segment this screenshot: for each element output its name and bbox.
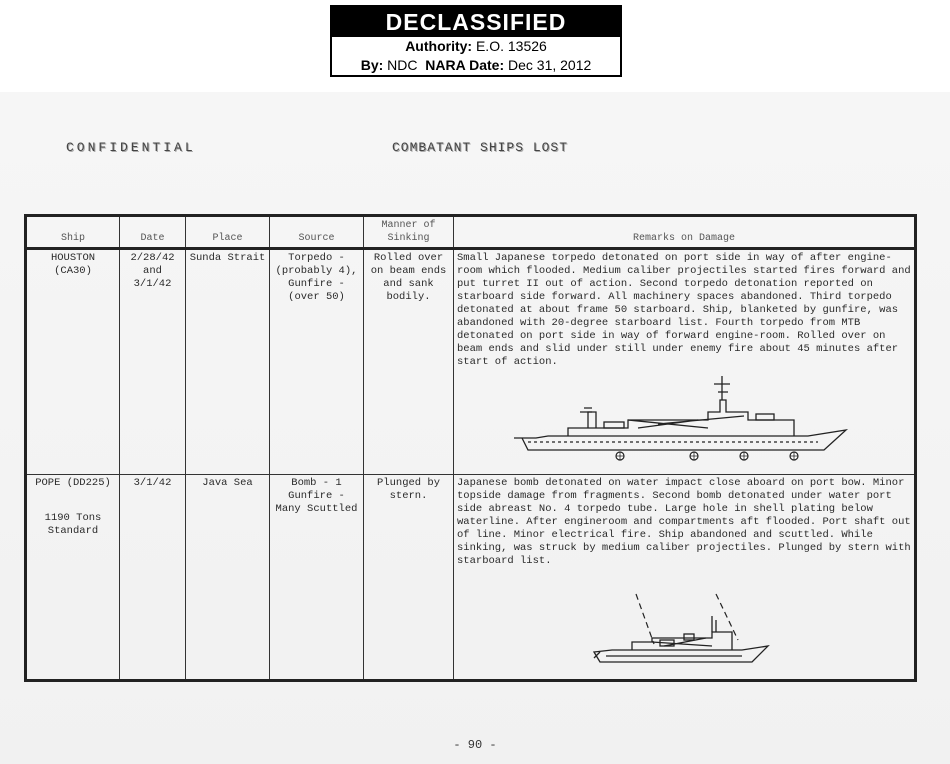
stamp-by-value: NDC (387, 57, 418, 73)
declassified-stamp (330, 5, 622, 77)
stamp-authority (332, 37, 620, 56)
stamp-authority-label: Authority: (405, 38, 473, 54)
cell-source: Bomb - 1 Gunfire - Many Scuttled (270, 475, 364, 681)
cell-place: Java Sea (186, 475, 270, 681)
pope-damage-diagram (592, 590, 774, 672)
ship-tonnage: 1190 Tons Standard (44, 512, 102, 537)
column-header-place: Place (186, 216, 270, 249)
ship-name: POPE (DD225) (35, 477, 111, 489)
cell-date: 2/28/42 and 3/1/42 (120, 249, 186, 475)
stamp-date-value: Dec 31, 2012 (508, 57, 592, 73)
cell-ship (26, 249, 120, 475)
ship-name: HOUSTON (CA30) (50, 252, 96, 277)
stamp-authority-value: E.O. 13526 (475, 38, 547, 54)
table-header-row (26, 216, 916, 249)
stamp-title: DECLASSIFIED (332, 7, 620, 37)
classification-label: CONFIDENTIAL (66, 140, 196, 155)
remarks-text: Japanese bomb detonated on water impact close aboard on port bow. Minor topside damage from fragments. Second bomb detonated under water port side abreast No. 4 torpedo tube. Large hole in shell plating below waterline. After engineroom and compartments aft flooded. Port shaft out of line. Minor electrical fire. Ship abandoned and scuttled. While sinking, was struck by medium caliber projectiles. Plunged by stern with starboard list. (457, 477, 911, 567)
cell-place: Sunda Strait (186, 249, 270, 475)
cell-date: 3/1/42 (120, 475, 186, 681)
stamp-date-label: NARA Date: (425, 57, 505, 73)
stamp-by-date (332, 56, 620, 75)
table-row (26, 475, 916, 681)
column-header-remarks: Remarks on Damage (454, 216, 916, 249)
houston-damage-diagram (508, 372, 858, 464)
document-title: COMBATANT SHIPS LOST (392, 140, 569, 155)
cell-manner: Plunged by stern. (364, 475, 454, 681)
remarks-text: Small Japanese torpedo detonated on port side in way of after engine-room which flooded. Medium caliber projectiles started fires forward and put turret II out of action. Second torpedo detonation reported on starboard side forward. All machinery spaces abandoned. Third torpedo detonated at about frame 50 starboard. Ship, blanketed by gunfire, was abandoned with 20-degree starboard list. Fourth torpedo from MTB detonated on port side in way of forward engine-room. Rolled over on beam ends and slid under still under enemy fire about 45 minutes after start of action. (457, 252, 911, 368)
cell-manner: Rolled over on beam ends and sank bodily. (364, 249, 454, 475)
column-header-source: Source (270, 216, 364, 249)
cell-ship (26, 475, 120, 681)
column-header-date: Date (120, 216, 186, 249)
column-header-ship: Ship (26, 216, 120, 249)
column-header-manner: Manner of Sinking (364, 216, 454, 249)
page-number: - 90 - (453, 738, 497, 752)
stamp-by-label: By: (360, 57, 384, 73)
cell-source: Torpedo - (probably 4), Gunfire - (over 50) (270, 249, 364, 475)
